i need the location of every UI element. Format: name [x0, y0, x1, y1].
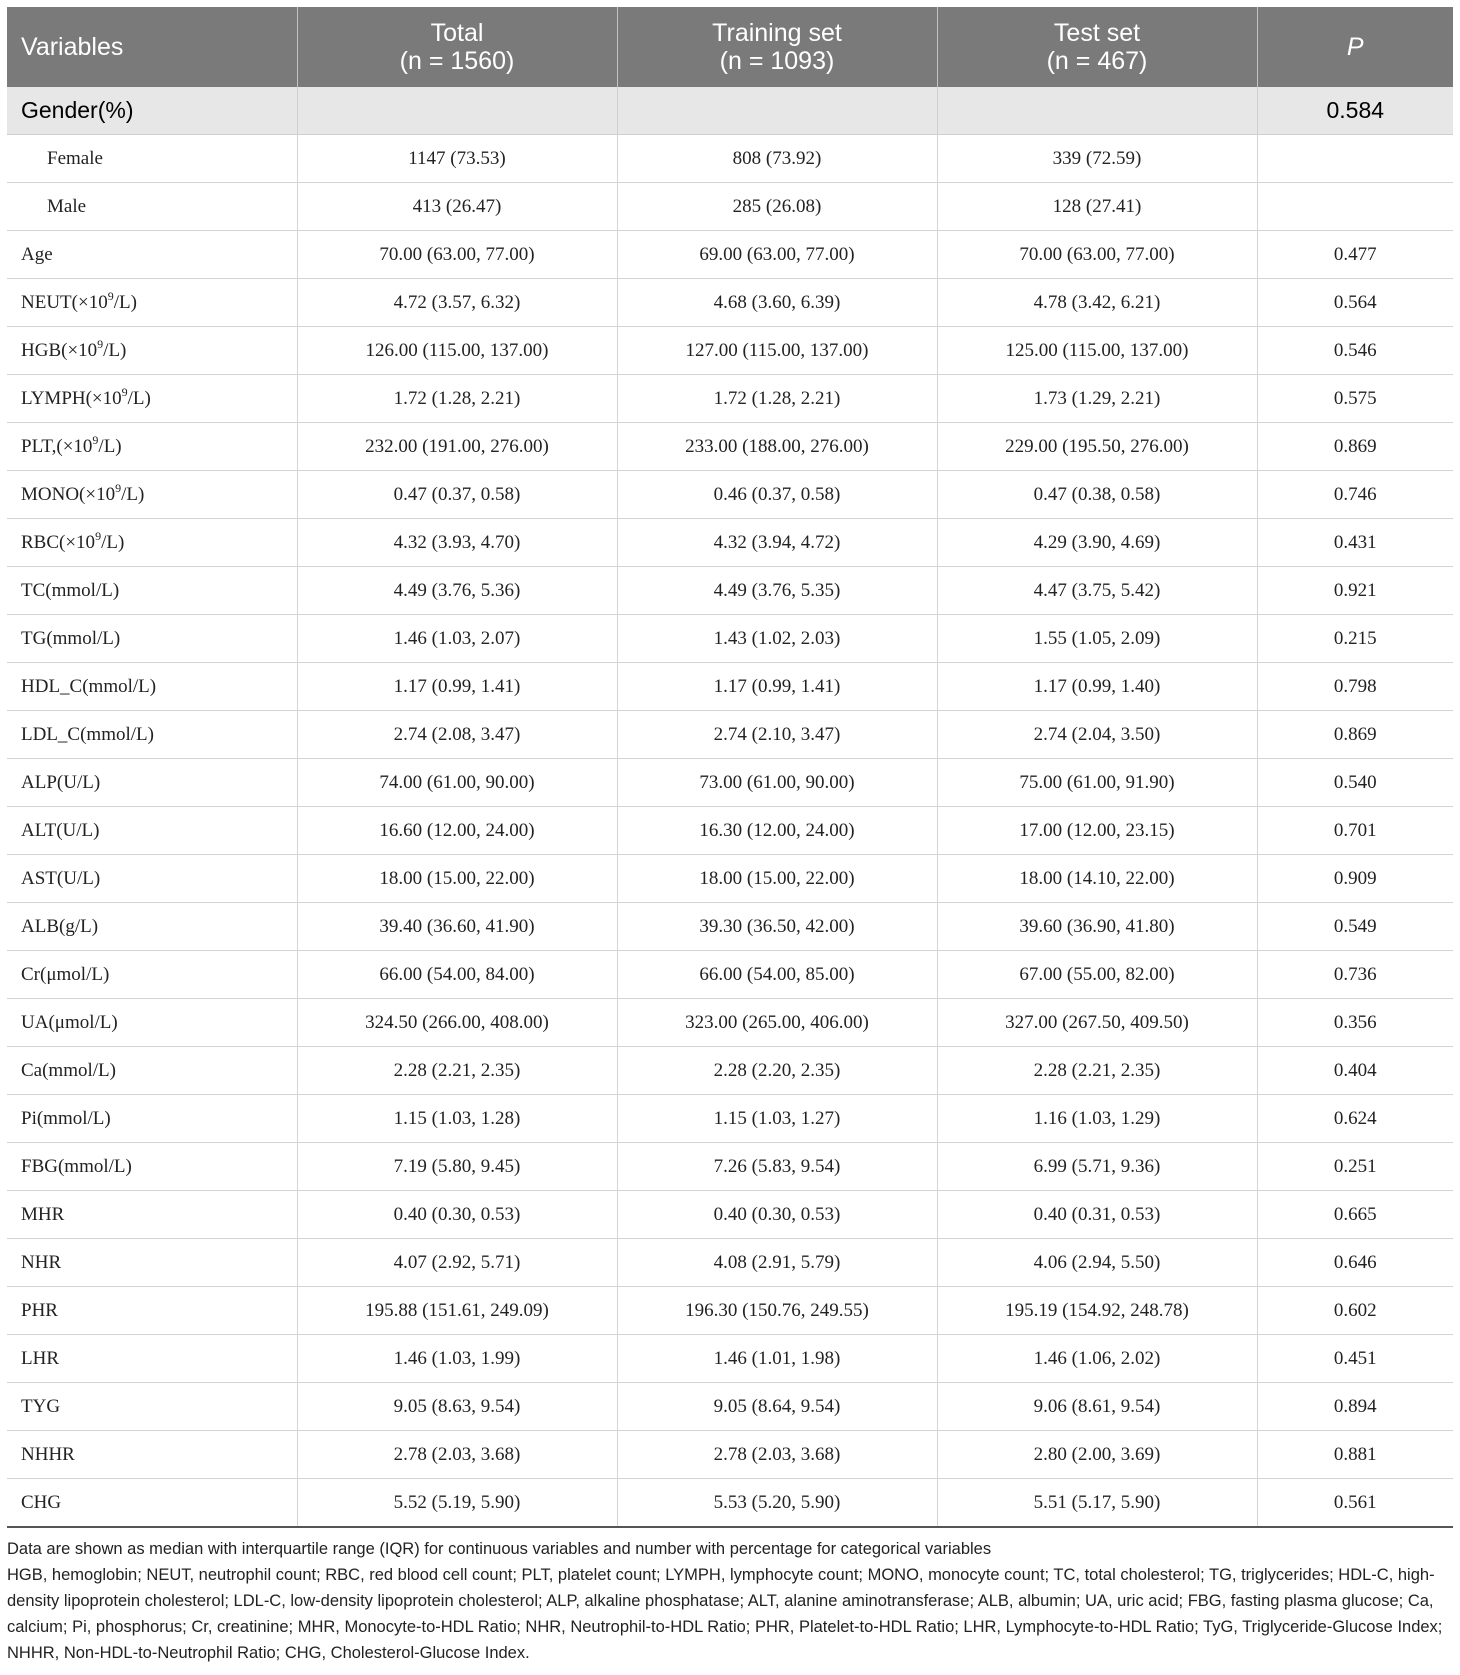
training-value: 323.00 (265.00, 406.00): [617, 999, 937, 1047]
test-value: 0.47 (0.38, 0.58): [937, 471, 1257, 519]
variable-label: $HGB(\times 10^9/L)$: [7, 327, 297, 375]
p-value: 0.701: [1257, 807, 1453, 855]
p-value: 0.564: [1257, 279, 1453, 327]
variable-label: Pi(mmol/L): [7, 1095, 297, 1143]
superscript-exponent: 9: [97, 336, 104, 351]
variable-label: CHG: [7, 1479, 297, 1528]
variable-label: Male: [7, 183, 297, 231]
total-value: 1.46 (1.03, 2.07): [297, 615, 617, 663]
training-value: 808 (73.92): [617, 135, 937, 183]
total-value: 4.32 (3.93, 4.70): [297, 519, 617, 567]
table-row: [7, 1335, 1453, 1383]
group-label: Gender(%): [7, 87, 297, 135]
table-row: [7, 999, 1453, 1047]
total-value: 5.52 (5.19, 5.90): [297, 1479, 617, 1528]
total-value: 1.17 (0.99, 1.41): [297, 663, 617, 711]
training-value: 16.30 (12.00, 24.00): [617, 807, 937, 855]
variable-label: TYG: [7, 1383, 297, 1431]
variable-label: NHHR: [7, 1431, 297, 1479]
superscript-exponent: 9: [95, 528, 102, 543]
variable-label: LHR: [7, 1335, 297, 1383]
baseline-table: [7, 7, 1453, 1528]
training-value: 285 (26.08): [617, 183, 937, 231]
training-value: 2.78 (2.03, 3.68): [617, 1431, 937, 1479]
table-row: [7, 1143, 1453, 1191]
p-value: 0.451: [1257, 1335, 1453, 1383]
p-value: 0.736: [1257, 951, 1453, 999]
p-value: 0.881: [1257, 1431, 1453, 1479]
variable-label: ALP(U/L): [7, 759, 297, 807]
training-value: 4.32 (3.94, 4.72): [617, 519, 937, 567]
header-p-value: P: [1257, 7, 1453, 87]
total-value: 4.49 (3.76, 5.36): [297, 567, 617, 615]
p-value: 0.909: [1257, 855, 1453, 903]
header-training-set: Training set (n = 1093): [617, 7, 937, 87]
variable-label: TC(mmol/L): [7, 567, 297, 615]
training-value: 9.05 (8.64, 9.54): [617, 1383, 937, 1431]
total-value: 0.40 (0.30, 0.53): [297, 1191, 617, 1239]
p-value: 0.540: [1257, 759, 1453, 807]
training-value: 0.46 (0.37, 0.58): [617, 471, 937, 519]
total-value: 39.40 (36.60, 41.90): [297, 903, 617, 951]
test-value: 4.78 (3.42, 6.21): [937, 279, 1257, 327]
table-row: [7, 1095, 1453, 1143]
test-value: 128 (27.41): [937, 183, 1257, 231]
table-row: [7, 183, 1453, 231]
total-value: 16.60 (12.00, 24.00): [297, 807, 617, 855]
test-value: 2.74 (2.04, 3.50): [937, 711, 1257, 759]
variable-label: FBG(mmol/L): [7, 1143, 297, 1191]
p-value: 0.624: [1257, 1095, 1453, 1143]
test-value: 0.40 (0.31, 0.53): [937, 1191, 1257, 1239]
variable-label: AST(U/L): [7, 855, 297, 903]
training-value: 66.00 (54.00, 85.00): [617, 951, 937, 999]
table-row: [7, 807, 1453, 855]
p-value: 0.431: [1257, 519, 1453, 567]
variable-label: MHR: [7, 1191, 297, 1239]
superscript-exponent: 9: [107, 288, 114, 303]
test-value: 2.28 (2.21, 2.35): [937, 1047, 1257, 1095]
p-value: 0.869: [1257, 423, 1453, 471]
variable-label: PHR: [7, 1287, 297, 1335]
table-row: [7, 1047, 1453, 1095]
table-row: [7, 1239, 1453, 1287]
variable-label: LDL_C(mmol/L): [7, 711, 297, 759]
variable-label: $MONO(\times 10^9/L)$: [7, 471, 297, 519]
table-container: [7, 7, 1453, 1666]
table-row: [7, 279, 1453, 327]
variable-label: Female: [7, 135, 297, 183]
table-row: [7, 423, 1453, 471]
total-value: 1.46 (1.03, 1.99): [297, 1335, 617, 1383]
p-value: 0.561: [1257, 1479, 1453, 1528]
total-value: 9.05 (8.63, 9.54): [297, 1383, 617, 1431]
group-row-gender: [7, 87, 1453, 135]
training-value: 2.74 (2.10, 3.47): [617, 711, 937, 759]
total-value: 4.72 (3.57, 6.32): [297, 279, 617, 327]
training-value: 18.00 (15.00, 22.00): [617, 855, 937, 903]
test-value: 1.16 (1.03, 1.29): [937, 1095, 1257, 1143]
total-value: 4.07 (2.92, 5.71): [297, 1239, 617, 1287]
variable-label: $LYMPH(\times 10^9/L)$: [7, 375, 297, 423]
table-row: [7, 711, 1453, 759]
p-value: 0.356: [1257, 999, 1453, 1047]
p-value: 0.746: [1257, 471, 1453, 519]
test-value: 4.06 (2.94, 5.50): [937, 1239, 1257, 1287]
training-value: 7.26 (5.83, 9.54): [617, 1143, 937, 1191]
header-row: [7, 7, 1453, 87]
total-value: 413 (26.47): [297, 183, 617, 231]
training-value: 1.43 (1.02, 2.03): [617, 615, 937, 663]
training-value: 4.49 (3.76, 5.35): [617, 567, 937, 615]
table-row: [7, 615, 1453, 663]
training-value: 196.30 (150.76, 249.55): [617, 1287, 937, 1335]
p-value: 0.546: [1257, 327, 1453, 375]
test-value: 1.73 (1.29, 2.21): [937, 375, 1257, 423]
p-value: 0.602: [1257, 1287, 1453, 1335]
total-value: 324.50 (266.00, 408.00): [297, 999, 617, 1047]
table-row: [7, 1287, 1453, 1335]
variable-label: NHR: [7, 1239, 297, 1287]
variable-label: $RBC(\times 10^9/L)$: [7, 519, 297, 567]
table-row: [7, 231, 1453, 279]
p-value: 0.549: [1257, 903, 1453, 951]
training-value: 1.17 (0.99, 1.41): [617, 663, 937, 711]
footnote-abbreviations: HGB, hemoglobin; NEUT, neutrophil count; RBC, red blood cell count; PLT, platelet count; LYMPH, lymphocyte count; MONO, monocyte count; TC, total cholesterol; TG, triglycerides; HDL-C, high-density lipoprotein cholesterol; LDL-C, low-density lipoprotein cholesterol; ALP, alkaline phosphatase; ALT, alanine aminotransferase; ALB, albumin; UA, uric acid; FBG, fasting plasma glucose; Ca, calcium; Pi, phosphorus; Cr, creatinine; MHR, Monocyte-to-HDL Ratio; NHR, Neutrophil-to-HDL Ratio; PHR, Platelet-to-HDL Ratio; LHR, Lymphocyte-to-HDL Ratio; TyG, Triglyceride-Glucose Index; NHHR, Non-HDL-to-Neutrophil Ratio; CHG, Cholesterol-Glucose Index.: [7, 1566, 1443, 1662]
test-value: 2.80 (2.00, 3.69): [937, 1431, 1257, 1479]
p-value: 0.798: [1257, 663, 1453, 711]
p-value: 0.646: [1257, 1239, 1453, 1287]
group-p-value: 0.584: [1257, 87, 1453, 135]
test-value: 1.55 (1.05, 2.09): [937, 615, 1257, 663]
header-variables: Variables: [7, 7, 297, 87]
table-row: [7, 519, 1453, 567]
test-value: 327.00 (267.50, 409.50): [937, 999, 1257, 1047]
total-value: 7.19 (5.80, 9.45): [297, 1143, 617, 1191]
p-value: 0.404: [1257, 1047, 1453, 1095]
test-value: 18.00 (14.10, 22.00): [937, 855, 1257, 903]
total-value: 195.88 (151.61, 249.09): [297, 1287, 617, 1335]
header-test-set: Test set (n = 467): [937, 7, 1257, 87]
total-value: 1.72 (1.28, 2.21): [297, 375, 617, 423]
training-value: 0.40 (0.30, 0.53): [617, 1191, 937, 1239]
table-row: [7, 567, 1453, 615]
table-row: [7, 1479, 1453, 1528]
training-value: 73.00 (61.00, 90.00): [617, 759, 937, 807]
p-value: 0.921: [1257, 567, 1453, 615]
training-value: 4.68 (3.60, 6.39): [617, 279, 937, 327]
variable-label: HDL_C(mmol/L): [7, 663, 297, 711]
training-value: 2.28 (2.20, 2.35): [617, 1047, 937, 1095]
training-value: 5.53 (5.20, 5.90): [617, 1479, 937, 1528]
test-value: 1.17 (0.99, 1.40): [937, 663, 1257, 711]
p-value: [1257, 135, 1453, 183]
total-value: 232.00 (191.00, 276.00): [297, 423, 617, 471]
total-value: 0.47 (0.37, 0.58): [297, 471, 617, 519]
test-value: 75.00 (61.00, 91.90): [937, 759, 1257, 807]
variable-label: ALT(U/L): [7, 807, 297, 855]
training-value: 233.00 (188.00, 276.00): [617, 423, 937, 471]
table-row: [7, 135, 1453, 183]
total-value: 126.00 (115.00, 137.00): [297, 327, 617, 375]
table-row: [7, 327, 1453, 375]
total-value: 70.00 (63.00, 77.00): [297, 231, 617, 279]
table-row: [7, 663, 1453, 711]
p-value: 0.215: [1257, 615, 1453, 663]
p-value: 0.894: [1257, 1383, 1453, 1431]
variable-label: Cr(μmol/L): [7, 951, 297, 999]
training-value: 1.15 (1.03, 1.27): [617, 1095, 937, 1143]
total-value: 2.74 (2.08, 3.47): [297, 711, 617, 759]
variable-label: ALB(g/L): [7, 903, 297, 951]
test-value: 125.00 (115.00, 137.00): [937, 327, 1257, 375]
test-value: 5.51 (5.17, 5.90): [937, 1479, 1257, 1528]
table-row: [7, 1383, 1453, 1431]
test-value: 339 (72.59): [937, 135, 1257, 183]
p-value: 0.251: [1257, 1143, 1453, 1191]
test-value: 6.99 (5.71, 9.36): [937, 1143, 1257, 1191]
test-value: 39.60 (36.90, 41.80): [937, 903, 1257, 951]
total-value: 1.15 (1.03, 1.28): [297, 1095, 617, 1143]
p-value: 0.477: [1257, 231, 1453, 279]
table-footnotes: [7, 1528, 1453, 1666]
header-total: Total (n = 1560): [297, 7, 617, 87]
p-value: [1257, 183, 1453, 231]
superscript-exponent: 9: [92, 432, 99, 447]
variable-label: TG(mmol/L): [7, 615, 297, 663]
total-value: 2.78 (2.03, 3.68): [297, 1431, 617, 1479]
total-value: 66.00 (54.00, 84.00): [297, 951, 617, 999]
training-value: 69.00 (63.00, 77.00): [617, 231, 937, 279]
superscript-exponent: 9: [121, 384, 128, 399]
test-value: 1.46 (1.06, 2.02): [937, 1335, 1257, 1383]
table-row: [7, 471, 1453, 519]
test-value: 4.47 (3.75, 5.42): [937, 567, 1257, 615]
table-row: [7, 1431, 1453, 1479]
p-value: 0.665: [1257, 1191, 1453, 1239]
test-value: 9.06 (8.61, 9.54): [937, 1383, 1257, 1431]
test-value: 67.00 (55.00, 82.00): [937, 951, 1257, 999]
training-value: 39.30 (36.50, 42.00): [617, 903, 937, 951]
test-value: 17.00 (12.00, 23.15): [937, 807, 1257, 855]
superscript-exponent: 9: [115, 480, 122, 495]
training-value: 4.08 (2.91, 5.79): [617, 1239, 937, 1287]
table-row: [7, 1191, 1453, 1239]
total-value: 74.00 (61.00, 90.00): [297, 759, 617, 807]
test-value: 195.19 (154.92, 248.78): [937, 1287, 1257, 1335]
variable-label: Age: [7, 231, 297, 279]
table-row: [7, 375, 1453, 423]
test-value: 4.29 (3.90, 4.69): [937, 519, 1257, 567]
training-value: 1.72 (1.28, 2.21): [617, 375, 937, 423]
table-row: [7, 759, 1453, 807]
footnote-data-description: Data are shown as median with interquartile range (IQR) for continuous variables and number with percentage for categorical variables: [7, 1540, 992, 1558]
table-row: [7, 951, 1453, 999]
p-value: 0.575: [1257, 375, 1453, 423]
variable-label: Ca(mmol/L): [7, 1047, 297, 1095]
variable-label: UA(μmol/L): [7, 999, 297, 1047]
test-value: 70.00 (63.00, 77.00): [937, 231, 1257, 279]
test-value: 229.00 (195.50, 276.00): [937, 423, 1257, 471]
variable-label: $NEUT(\times 10^9/L)$: [7, 279, 297, 327]
total-value: 2.28 (2.21, 2.35): [297, 1047, 617, 1095]
training-value: 1.46 (1.01, 1.98): [617, 1335, 937, 1383]
table-row: [7, 903, 1453, 951]
table-row: [7, 855, 1453, 903]
training-value: 127.00 (115.00, 137.00): [617, 327, 937, 375]
p-value: 0.869: [1257, 711, 1453, 759]
total-value: 1147 (73.53): [297, 135, 617, 183]
total-value: 18.00 (15.00, 22.00): [297, 855, 617, 903]
variable-label: $PLT,(\times 10^9/L)$: [7, 423, 297, 471]
